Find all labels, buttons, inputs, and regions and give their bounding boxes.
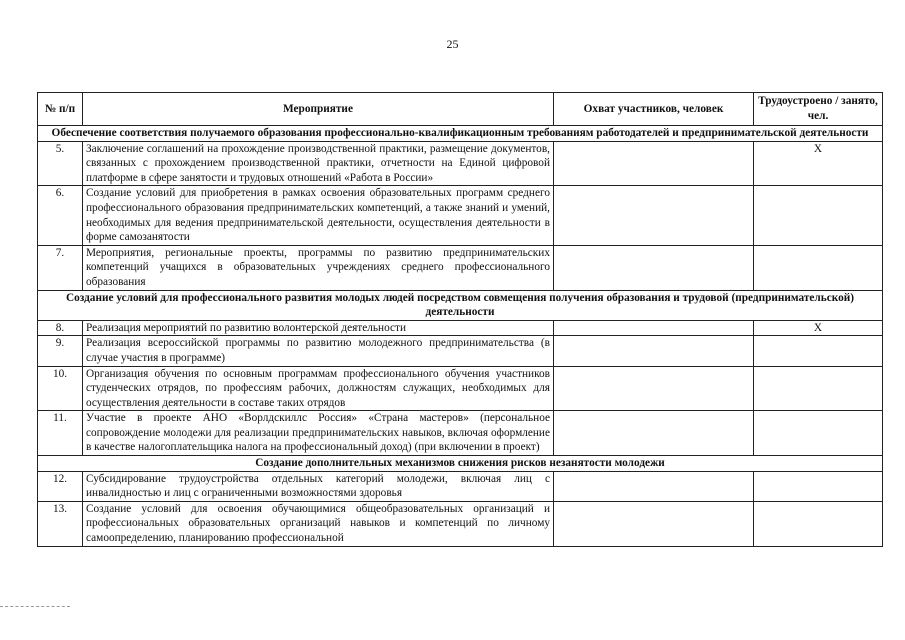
row-employed — [754, 186, 883, 245]
row-employed — [754, 501, 883, 546]
row-text: Организация обучения по основным программам профессионального обучения участников студенческих отрядов, по профессиям рабочих, должностям служащих, необходимых для осуществления деятельности в составе таких отрядов — [83, 366, 554, 411]
row-num: 8. — [38, 320, 83, 336]
section-row — [38, 126, 883, 142]
events-table — [37, 92, 883, 547]
row-num: 9. — [38, 336, 83, 366]
table-row — [38, 411, 883, 456]
header-coverage: Охват участников, человек — [554, 93, 754, 126]
row-text: Субсидирование трудоустройства отдельных категорий молодежи, включая лиц с инвалидностью и лиц с ограниченными возможностями здоровья — [83, 471, 554, 501]
page-number: 25 — [446, 37, 459, 51]
row-coverage — [554, 366, 754, 411]
row-num: 10. — [38, 366, 83, 411]
row-text: Заключение соглашений на прохождение производственной практики, размещение документов, связанных с прохождением производственной практики, отчетности на Единой цифровой платформе в сфере занятости и трудовых отношений «Работа в России» — [83, 141, 554, 186]
row-coverage — [554, 186, 754, 245]
row-employed — [754, 336, 883, 366]
table-header-row — [38, 93, 883, 126]
row-coverage — [554, 501, 754, 546]
row-num: 5. — [38, 141, 83, 186]
header-num: № п/п — [38, 93, 83, 126]
table-row — [38, 366, 883, 411]
row-text: Реализация всероссийской программы по развитию молодежного предпринимательства (в случае участия в программе) — [83, 336, 554, 366]
row-num: 11. — [38, 411, 83, 456]
row-text: Реализация мероприятий по развитию волонтерской деятельности — [83, 320, 554, 336]
row-num: 13. — [38, 501, 83, 546]
row-text: Создание условий для приобретения в рамках освоения образовательных программ среднего профессионального образования предпринимательских компетенций, а также знаний и умений, необходимых для ведения предпринимательской деятельности, осуществления деятельности в форме самозанятости — [83, 186, 554, 245]
table-row — [38, 245, 883, 290]
section-title: Обеспечение соответствия получаемого образования профессионально-квалификационным требованиям работодателей и предпринимательской деятельности — [38, 126, 883, 142]
row-coverage — [554, 411, 754, 456]
table-row — [38, 186, 883, 245]
section-title: Создание условий для профессионального развития молодых людей посредством совмещения получения образования и трудовой (предпринимательской) деятельности — [38, 290, 883, 320]
table-row — [38, 320, 883, 336]
row-coverage — [554, 245, 754, 290]
row-employed: X — [754, 320, 883, 336]
row-employed — [754, 411, 883, 456]
section-row — [38, 456, 883, 472]
row-coverage — [554, 471, 754, 501]
row-employed — [754, 245, 883, 290]
scan-artifact-line — [0, 606, 70, 607]
table-body — [38, 126, 883, 547]
row-text: Создание условий для освоения обучающимися общеобразовательных организаций и профессиональных образовательных организаций навыков и компетенций по личному самоопределению, планированию профессиональной — [83, 501, 554, 546]
section-row — [38, 290, 883, 320]
row-text: Участие в проекте АНО «Ворлдскиллс Россия» «Страна мастеров» (персональное сопровождение молодежи для реализации предпринимательских навыков, включая оформление в качестве налогоплательщика налога на профессиональный доход) (при включении в проект) — [83, 411, 554, 456]
row-num: 6. — [38, 186, 83, 245]
row-employed: X — [754, 141, 883, 186]
row-employed — [754, 366, 883, 411]
table-row — [38, 501, 883, 546]
header-event: Мероприятие — [83, 93, 554, 126]
row-num: 12. — [38, 471, 83, 501]
row-num: 7. — [38, 245, 83, 290]
table-row — [38, 336, 883, 366]
row-coverage — [554, 141, 754, 186]
section-title: Создание дополнительных механизмов снижения рисков незанятости молодежи — [38, 456, 883, 472]
table-row — [38, 471, 883, 501]
table-row — [38, 141, 883, 186]
row-coverage — [554, 320, 754, 336]
row-coverage — [554, 336, 754, 366]
row-text: Мероприятия, региональные проекты, программы по развитию предпринимательских компетенций учащихся в образовательных учреждениях среднего профессионального образования — [83, 245, 554, 290]
header-employed: Трудоустроено / занято, чел. — [754, 93, 883, 126]
row-employed — [754, 471, 883, 501]
